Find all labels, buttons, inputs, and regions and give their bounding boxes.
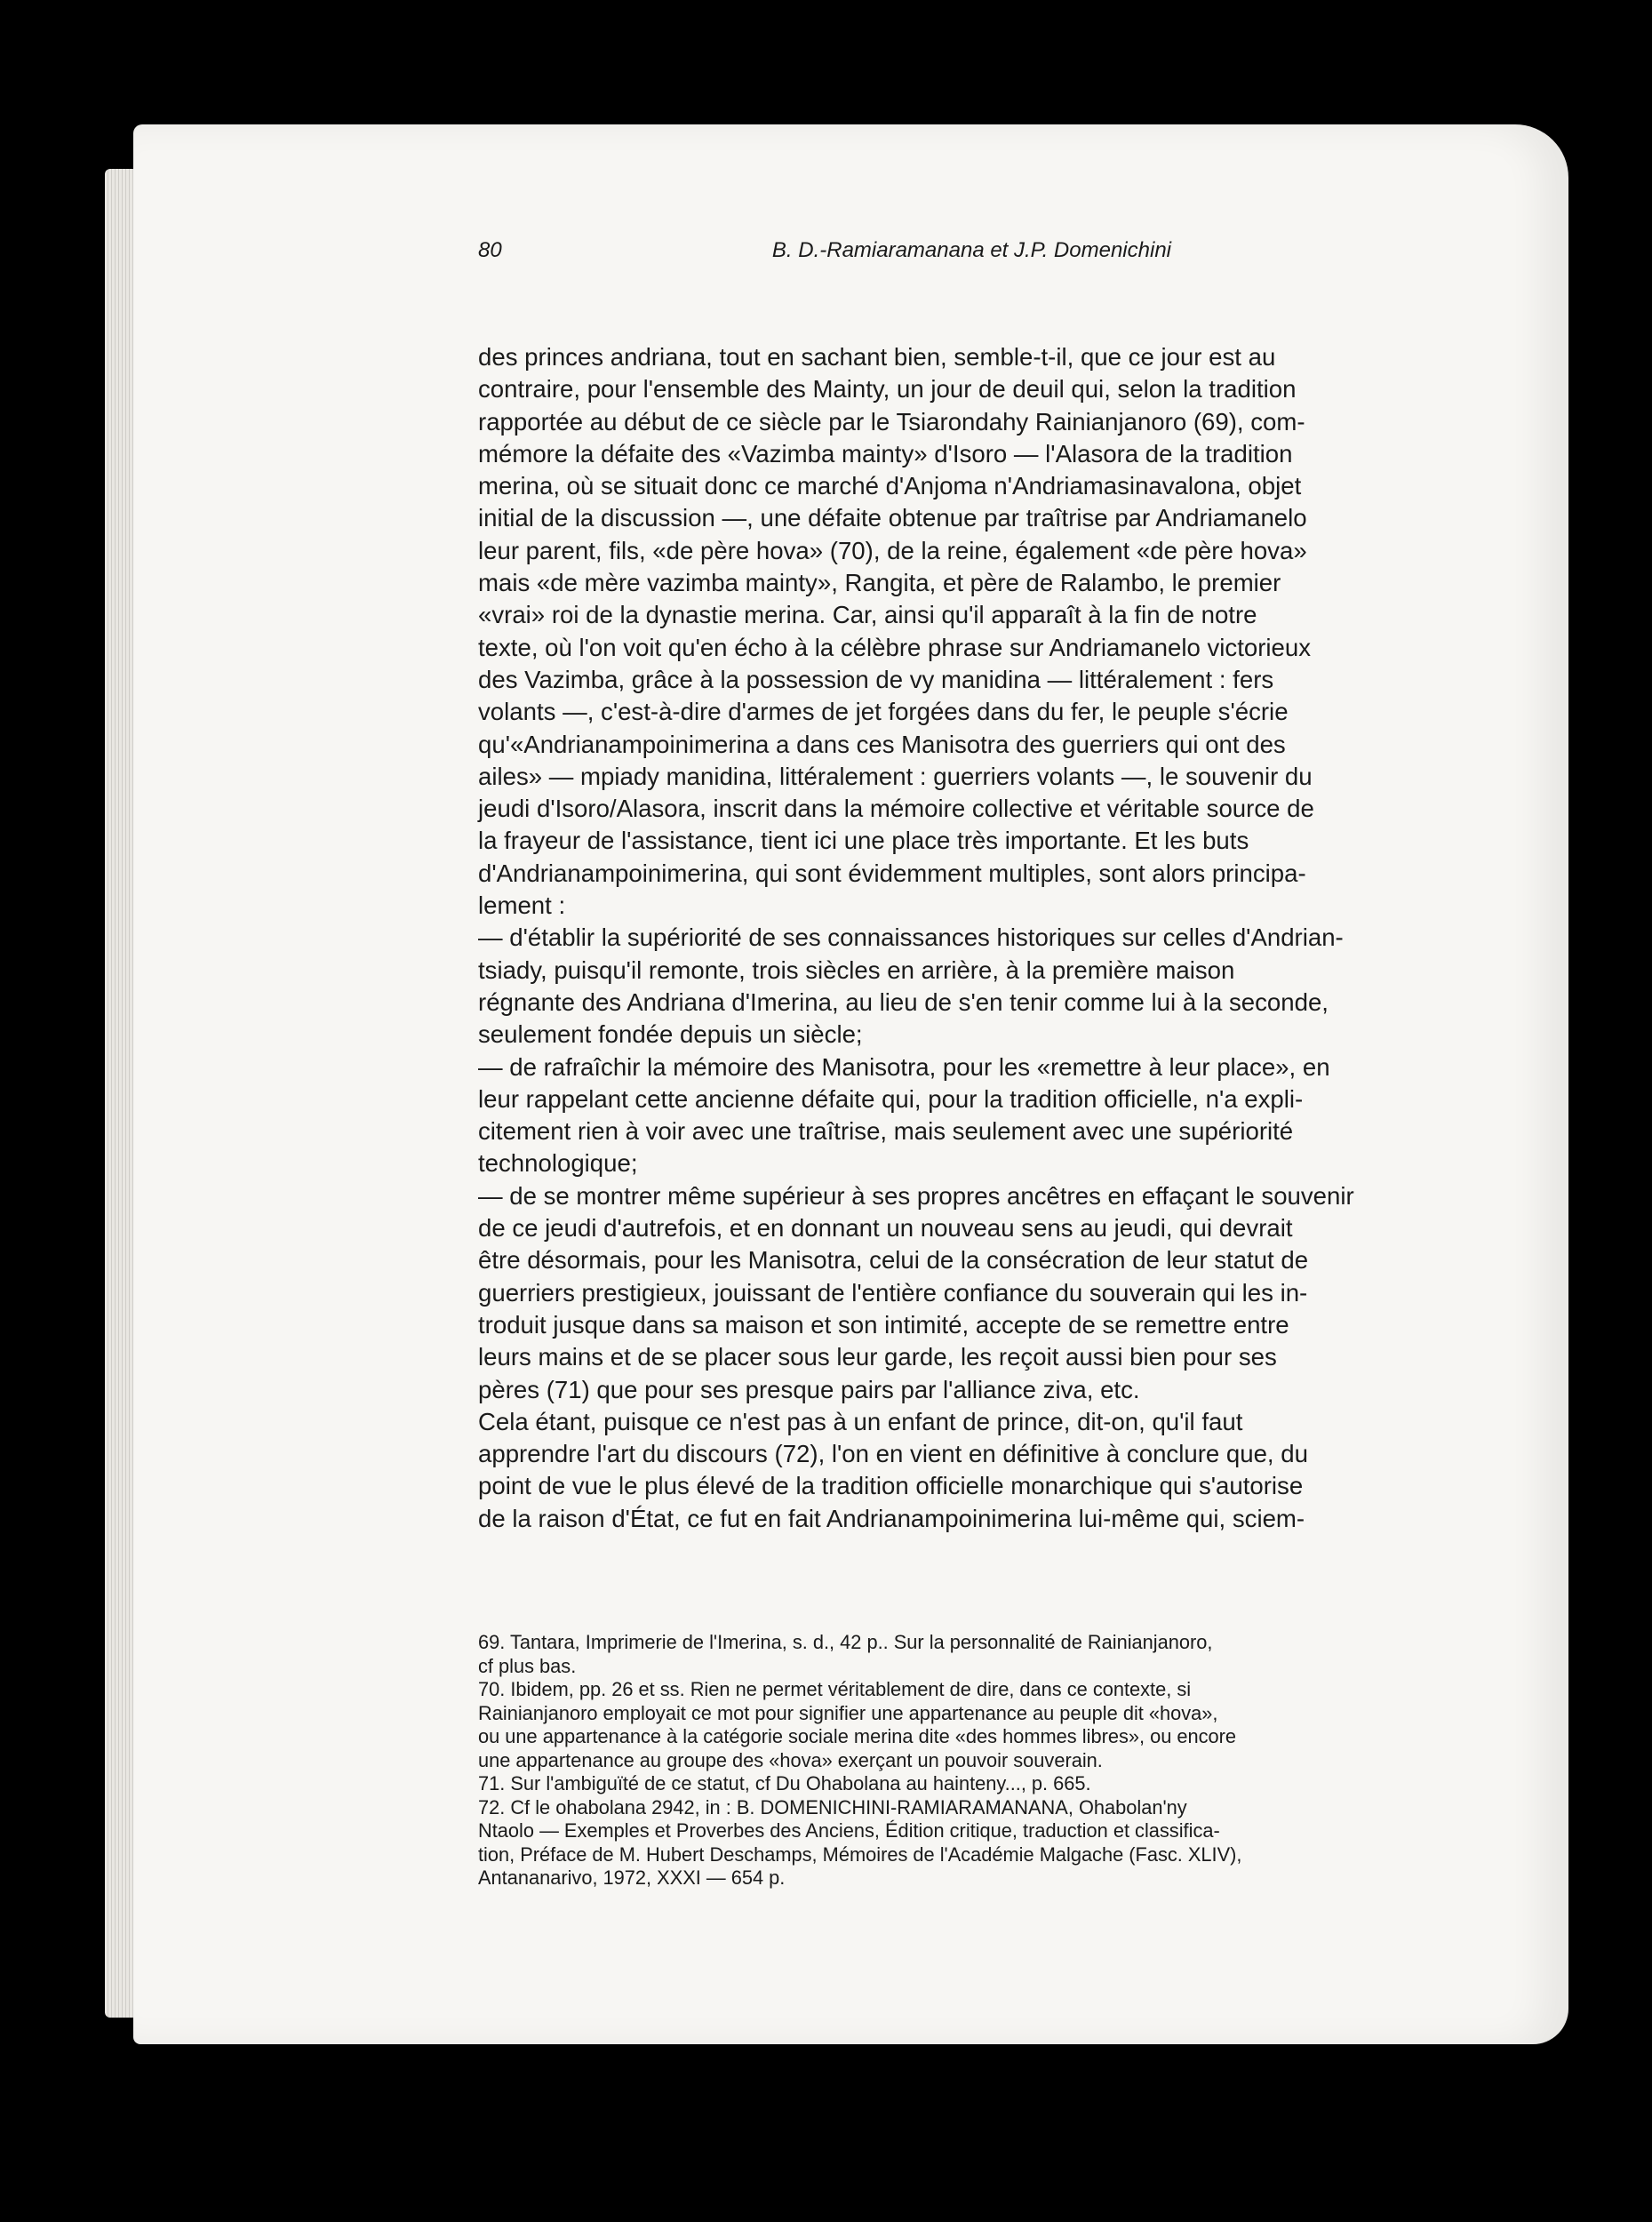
text-line: de ce jeudi d'autrefois, et en donnant un nouveau sens au jeudi, qui devrait [478,1214,1293,1243]
footnote-line: Ntaolo — Exemples et Proverbes des Anciens, Édition critique, traduction et classifica- [478,1819,1220,1842]
text-line: ailes» — mpiady manidina, littéralement : guerriers volants —, le souvenir du [478,762,1313,790]
footnote-line: cf plus bas. [478,1654,577,1677]
text-line: mais «de mère vazimba mainty», Rangita, et père de Ralambo, le premier [478,569,1281,597]
footnote-line: une appartenance au groupe des «hova» exerçant un pouvoir souverain. [478,1748,1103,1771]
text-line: lement : [478,891,566,920]
running-title: B. D.-Ramiaramanana et J.P. Domenichini [771,238,1171,262]
text-line: leur rappelant cette ancienne défaite qui, pour la tradition officielle, n'a expli- [478,1084,1304,1113]
text-line: des Vazimba, grâce à la possession de vy manidina — littéralement : fers [478,665,1274,693]
page-header [478,238,1171,274]
footnote-line: 72. Cf le ohabolana 2942, in : B. DOMENICHINI-RAMIARAMANANA, Ohabolan'ny [478,1795,1187,1818]
text-line: — de rafraîchir la mémoire des Manisotra, pour les «remettre à leur place», en [478,1052,1330,1081]
page-number: 80 [478,238,502,262]
text-line: volants —, c'est-à-dire d'armes de jet forgées dans du fer, le peuple s'écrie [478,698,1289,726]
text-line: point de vue le plus élevé de la tradition officielle monarchique qui s'autorise [478,1472,1304,1500]
text-line: tsiady, puisqu'il remonte, trois siècles en arrière, à la première maison [478,955,1235,984]
text-line: leurs mains et de se placer sous leur garde, les reçoit aussi bien pour ses [478,1343,1277,1371]
text-line: citement rien à voir avec une traîtrise, mais seulement avec une supériorité [478,1117,1294,1146]
footnote-line: 71. Sur l'ambiguïté de ce statut, cf Du Ohabolana au hainteny..., p. 665. [478,1772,1091,1794]
text-line: seulement fondée depuis un siècle; [478,1020,863,1049]
text-line: mémore la défaite des «Vazimba mainty» d'Isoro — l'Alasora de la tradition [478,439,1293,468]
text-line: Cela étant, puisque ce n'est pas à un enfant de prince, dit-on, qu'il faut [478,1407,1243,1435]
footnote-line: 69. Tantara, Imprimerie de l'Imerina, s. d., 42 p.. Sur la personnalité de Rainianjanoro, [478,1631,1213,1653]
text-line: de la raison d'État, ce fut en fait Andrianampoinimerina lui-même qui, sciem- [478,1504,1305,1532]
text-line: — d'établir la supériorité de ses connaissances historiques sur celles d'Andrian- [478,923,1344,952]
text-line: troduit jusque dans sa maison et son intimité, accepte de se remettre entre [478,1310,1289,1339]
text-line: régnante des Andriana d'Imerina, au lieu de s'en tenir comme lui à la seconde, [478,987,1329,1016]
text-line: leur parent, fils, «de père hova» (70), de la reine, également «de père hova» [478,536,1307,564]
text-line: «vrai» roi de la dynastie merina. Car, ainsi qu'il apparaît à la fin de notre [478,601,1257,629]
footnote-line: 70. Ibidem, pp. 26 et ss. Rien ne permet véritablement de dire, dans ce contexte, si [478,1678,1192,1700]
text-line: des princes andriana, tout en sachant bien, semble-t-il, que ce jour est au [478,343,1276,371]
text-line: apprendre l'art du discours (72), l'on en vient en définitive à conclure que, du [478,1440,1308,1468]
text-line: être désormais, pour les Manisotra, celui de la consécration de leur statut de [478,1246,1309,1275]
text-line: initial de la discussion —, une défaite obtenue par traîtrise par Andriamanelo [478,504,1307,532]
text-line: pères (71) que pour ses presque pairs par l'alliance ziva, etc. [478,1375,1140,1403]
text-line: la frayeur de l'assistance, tient ici une place très importante. Et les buts [478,827,1249,855]
body-text [478,341,1354,1535]
footnote-line: ou une appartenance à la catégorie sociale merina dite «des hommes libres», ou encore [478,1725,1237,1747]
text-line: contraire, pour l'ensemble des Mainty, un jour de deuil qui, selon la tradition [478,375,1297,404]
text-line: jeudi d'Isoro/Alasora, inscrit dans la mémoire collective et véritable source de [478,795,1314,823]
text-line: qu'«Andrianampoinimerina a dans ces Manisotra des guerriers qui ont des [478,730,1286,758]
footnote-line: tion, Préface de M. Hubert Deschamps, Mémoires de l'Académie Malgache (Fasc. XLIV), [478,1842,1242,1866]
text-line: merina, où se situait donc ce marché d'Anjoma n'Andriamasinavalona, objet [478,472,1302,500]
text-line: rapportée au début de ce siècle par le Tsiarondahy Rainianjanoro (69), com- [478,407,1305,436]
text-line: — de se montrer même supérieur à ses propres ancêtres en effaçant le souvenir [478,1181,1354,1210]
text-line: technologique; [478,1149,638,1178]
footnotes [478,1631,1242,1890]
text-line: guerriers prestigieux, jouissant de l'entière confiance du souverain qui les in- [478,1278,1308,1307]
text-line: d'Andrianampoinimerina, qui sont évidemment multiples, sont alors principa- [478,859,1306,887]
footnote-line: Rainianjanoro employait ce mot pour signifier une appartenance au peuple dit «hova», [478,1701,1218,1724]
footnote-line: Antananarivo, 1972, XXXI — 654 p. [478,1866,786,1889]
text-line: texte, où l'on voit qu'en écho à la célèbre phrase sur Andriamanelo victorieux [478,633,1312,661]
